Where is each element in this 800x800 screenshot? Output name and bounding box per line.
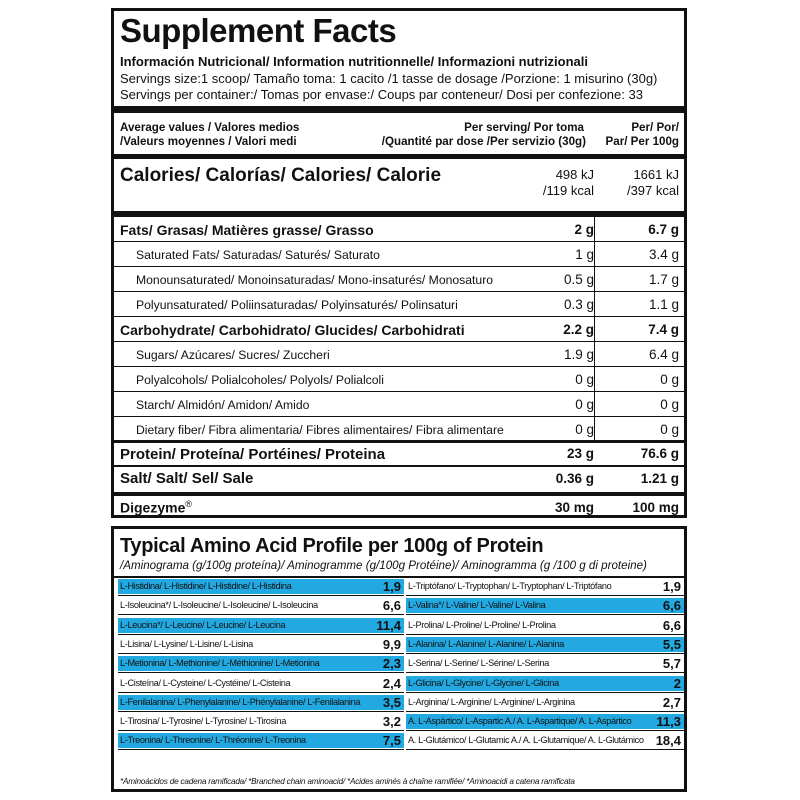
amino-name: L-Serina/ L-Serine/ L-Sérine/ L-Serina xyxy=(408,658,549,669)
amino-value: 2,7 xyxy=(662,694,681,710)
nutrient-per100: 6.4 g xyxy=(648,347,679,362)
amino-row-left-3 xyxy=(118,637,404,652)
amino-value: 5,5 xyxy=(662,636,681,652)
nutrient-label: Protein/ Proteína/ Portéines/ Proteina xyxy=(120,446,386,463)
nutrient-per100: 6.7 g xyxy=(648,222,679,237)
nutrient-per100: 3.4 g xyxy=(648,247,679,262)
nutrient-label: Fats/ Grasas/ Matières grasse/ Grasso xyxy=(120,222,374,238)
amino-value: 1,9 xyxy=(382,579,401,594)
nutrient-serving: 2 g xyxy=(574,222,594,237)
amino-row-divider xyxy=(406,634,684,635)
nutrient-row-salt xyxy=(114,467,684,491)
header-avg-line2: /Valeurs moyennes / Valori medi xyxy=(120,135,297,148)
amino-name: L-Arginina/ L-Arginine/ L-Arginine/ L-Arginina xyxy=(408,696,575,707)
amino-row-divider xyxy=(118,672,404,673)
nutrient-label: Polyalcohols/ Polialcoholes/ Polyols/ Polialcoli xyxy=(136,373,384,387)
nutrient-serving: 0 g xyxy=(575,422,594,437)
nutrient-per100: 7.4 g xyxy=(648,322,679,337)
amino-value: 11,3 xyxy=(656,714,681,730)
info-line: Información Nutricional/ Information nutritionnelle/ Informazioni nutrizionali xyxy=(120,54,588,69)
amino-value: 2,3 xyxy=(382,656,401,672)
nutrient-label: Sugars/ Azúcares/ Sucres/ Zuccheri xyxy=(136,348,330,362)
amino-row-right-4 xyxy=(406,656,684,671)
amino-row-left-7 xyxy=(118,714,404,729)
amino-row-left-1 xyxy=(118,598,404,613)
registered-mark: ® xyxy=(185,499,192,509)
amino-name: L-Glicina/ L-Glycine/ L-Glycine/ L-Glicina xyxy=(408,677,559,688)
facts-title: Supplement Facts xyxy=(120,12,397,49)
amino-row-divider xyxy=(118,634,404,635)
nutrient-per100: 0 g xyxy=(660,422,679,437)
nutrient-per100: 0 g xyxy=(660,397,679,412)
nutrient-serving: 0.5 g xyxy=(563,272,594,287)
amino-row-divider xyxy=(118,653,404,654)
amino-name: L-Treonina/ L-Threonine/ L-Thréonine/ L-Treonina xyxy=(120,735,306,746)
header-per100-line1: Per/ Por/ xyxy=(631,121,679,134)
amino-title: Typical Amino Acid Profile per 100g of Protein xyxy=(120,535,544,557)
nutrient-label: Polyunsaturated/ Poliinsaturadas/ Polyinsaturés/ Polinsaturi xyxy=(136,298,458,312)
amino-value: 7,5 xyxy=(382,733,401,749)
amino-row-divider xyxy=(118,711,404,712)
amino-name: A. L-Aspártico/ L-Aspartic A./ A. L-Aspartique/ A. L-Aspártico xyxy=(408,716,632,727)
amino-acid-panel xyxy=(111,526,687,792)
amino-row-left-2 xyxy=(118,618,404,633)
amino-value: 6,6 xyxy=(382,598,401,614)
nutrient-label: Monounsaturated/ Monoinsaturadas/ Mono-insaturés/ Monosaturo xyxy=(136,273,494,287)
amino-row-divider xyxy=(406,614,684,615)
amino-row-left-5 xyxy=(118,676,404,691)
nutrient-row-digezyme xyxy=(114,496,684,518)
calories-per100 xyxy=(627,167,679,199)
amino-row-divider xyxy=(406,595,684,596)
amino-row-divider xyxy=(406,730,684,731)
serving-size: Servings size:1 scoop/ Tamaño toma: 1 cacito /1 tasse de dosage /Porzione: 1 misurino (30g) xyxy=(120,71,658,86)
nutrient-serving: 0 g xyxy=(575,397,594,412)
nutrient-row-saturated xyxy=(114,242,684,266)
amino-subtitle: /Aminograma (g/100g proteína)/ Aminogramme (g/100g Protéine)/ Aminogramma (g /100 g di proteine) xyxy=(120,559,647,572)
calories-serving xyxy=(543,167,594,199)
nutrient-per100: 1.21 g xyxy=(640,471,679,486)
calories-serving-kj: 498 kJ xyxy=(555,167,594,182)
nutrient-per100: 76.6 g xyxy=(640,446,679,461)
amino-row-divider xyxy=(406,672,684,673)
nutrient-serving: 1.9 g xyxy=(563,347,594,362)
nutrient-label: Starch/ Almidón/ Amidon/ Amido xyxy=(136,398,310,412)
amino-row-left-8 xyxy=(118,733,404,748)
amino-row-divider xyxy=(406,653,684,654)
amino-value: 9,9 xyxy=(382,636,401,652)
nutrient-row-starch xyxy=(114,392,684,416)
amino-name: L-Histidina/ L-Histidine/ L-Histidine/ L-Histidina xyxy=(120,581,292,591)
header-avg-line1: Average values / Valores medios xyxy=(120,121,300,134)
amino-name: A. L-Glutámico/ L-Glutamic A./ A. L-Glutamique/ A. L-Glutámico xyxy=(408,735,644,746)
amino-row-right-0 xyxy=(406,579,684,594)
amino-row-divider xyxy=(406,711,684,712)
nutrient-per100: 1.1 g xyxy=(648,297,679,312)
amino-name: L-Alanina/ L-Alanine/ L-Alanine/ L-Alanina xyxy=(408,638,564,649)
amino-name: L-Metionina/ L-Methionine/ L-Méthionine/ L-Metionina xyxy=(120,658,320,669)
amino-row-divider xyxy=(118,749,404,750)
amino-row-right-7 xyxy=(406,714,684,729)
amino-row-divider xyxy=(406,749,684,750)
nutrient-label: Saturated Fats/ Saturadas/ Saturés/ Saturato xyxy=(136,248,380,262)
amino-name: L-Prolina/ L-Proline/ L-Proline/ L-Prolina xyxy=(408,619,556,630)
nutrient-serving: 0.36 g xyxy=(555,471,594,486)
amino-row-divider xyxy=(118,730,404,731)
amino-name: L-Isoleucina*/ L-Isoleucine/ L-Isoleucine/ L-Isoleucina xyxy=(120,600,318,611)
amino-row-left-4 xyxy=(118,656,404,671)
amino-name: L-Fenilalanina/ L-Phenylalanine/ L-Phénylalanine/ L-Fenilalanina xyxy=(120,696,361,707)
amino-value: 18,4 xyxy=(655,733,681,749)
header-per100-line2: Par/ Per 100g xyxy=(605,135,679,148)
nutrient-row-polyunsaturated xyxy=(114,292,684,316)
nutrient-serving: 0 g xyxy=(575,372,594,387)
nutrient-serving: 2.2 g xyxy=(563,322,594,337)
amino-row-right-2 xyxy=(406,618,684,633)
amino-name: L-Cisteína/ L-Cysteine/ L-Cystéine/ L-Cisteina xyxy=(120,677,291,688)
amino-name: L-Triptófano/ L-Tryptophan/ L-Tryptophan/ L-Triptófano xyxy=(408,581,612,591)
amino-value: 6,6 xyxy=(662,617,681,633)
nutrient-serving: 30 mg xyxy=(554,500,594,515)
nutrient-label: Salt/ Salt/ Sel/ Sale xyxy=(120,470,254,487)
calories-serving-kcal: /119 kcal xyxy=(542,183,594,198)
nutrient-serving: 1 g xyxy=(575,247,594,262)
amino-name: L-Leucina*/ L-Leucine/ L-Leucine/ L-Leucina xyxy=(120,619,286,630)
amino-row-left-0 xyxy=(118,579,404,594)
nutrient-per100: 0 g xyxy=(660,372,679,387)
nutrient-row-monounsaturated xyxy=(114,267,684,291)
amino-row-divider xyxy=(406,692,684,693)
digezyme-name: Digezyme xyxy=(120,499,186,516)
amino-row-right-5 xyxy=(406,676,684,691)
column-divider xyxy=(594,217,595,440)
nutrient-row-carbohydrate xyxy=(114,317,684,341)
amino-value: 3,2 xyxy=(382,714,401,730)
nutrient-per100: 100 mg xyxy=(632,500,679,515)
amino-row-right-6 xyxy=(406,695,684,710)
servings-per-container: Servings per container:/ Tomas por envase:/ Coups par conteneur/ Dosi per confezione: 33 xyxy=(120,87,643,102)
nutrient-row-sugars xyxy=(114,342,684,366)
nutrient-row-fats xyxy=(114,217,684,241)
amino-value: 2 xyxy=(673,675,681,691)
header-serving-line1: Per serving/ Por toma xyxy=(464,121,584,134)
amino-row-right-1 xyxy=(406,598,684,613)
amino-value: 6,6 xyxy=(662,598,681,614)
nutrient-label: Dietary fiber/ Fibra alimentaria/ Fibres alimentaires/ Fibra alimentare xyxy=(136,423,504,437)
nutrient-row-fiber xyxy=(114,417,684,441)
digezyme-label xyxy=(120,499,192,516)
header-divider xyxy=(114,154,684,159)
amino-row-divider xyxy=(118,614,404,615)
amino-footnote: *Aminoácidos de cadena ramificada/ *Branched chain aminoacid/ *Acides aminés à chaîne ramifiée/ *Aminoacidi a catena ramificata xyxy=(120,777,575,786)
amino-value: 3,5 xyxy=(382,694,401,710)
amino-row-right-8 xyxy=(406,733,684,748)
thick-divider xyxy=(114,106,684,113)
header-serving-line2: /Quantité par dose /Per servizio (30g) xyxy=(381,135,586,148)
calories-label: Calories/ Calorías/ Calories/ Calorie xyxy=(120,165,442,186)
nutrient-row-protein xyxy=(114,443,684,465)
amino-row-divider xyxy=(118,692,404,693)
amino-value: 11,4 xyxy=(376,617,401,633)
amino-name: L-Lisina/ L-Lysine/ L-Lisine/ L-Lisina xyxy=(120,638,253,649)
nutrient-row-polyalcohols xyxy=(114,367,684,391)
amino-value: 5,7 xyxy=(662,656,681,672)
amino-row-divider xyxy=(118,595,404,596)
amino-value: 1,9 xyxy=(662,579,681,594)
calories-per100-kj: 1661 kJ xyxy=(633,167,679,182)
amino-name: L-Tirosina/ L-Tyrosine/ L-Tyrosine/ L-Tirosina xyxy=(120,716,287,727)
amino-row-right-3 xyxy=(406,637,684,652)
amino-value: 2,4 xyxy=(382,675,401,691)
nutrient-serving: 0.3 g xyxy=(563,297,594,312)
amino-row-left-6 xyxy=(118,695,404,710)
calories-per100-kcal: /397 kcal xyxy=(626,183,679,198)
nutrient-serving: 23 g xyxy=(566,446,594,461)
nutrient-per100: 1.7 g xyxy=(648,272,679,287)
supplement-facts-panel xyxy=(111,8,687,518)
nutrient-label: Carbohydrate/ Carbohidrato/ Glucides/ Carbohidrati xyxy=(120,322,465,338)
amino-header-divider xyxy=(114,576,684,578)
amino-name: L-Valina*/ L-Valine/ L-Valine/ L-Valina xyxy=(408,600,546,611)
calories-row xyxy=(114,163,684,207)
